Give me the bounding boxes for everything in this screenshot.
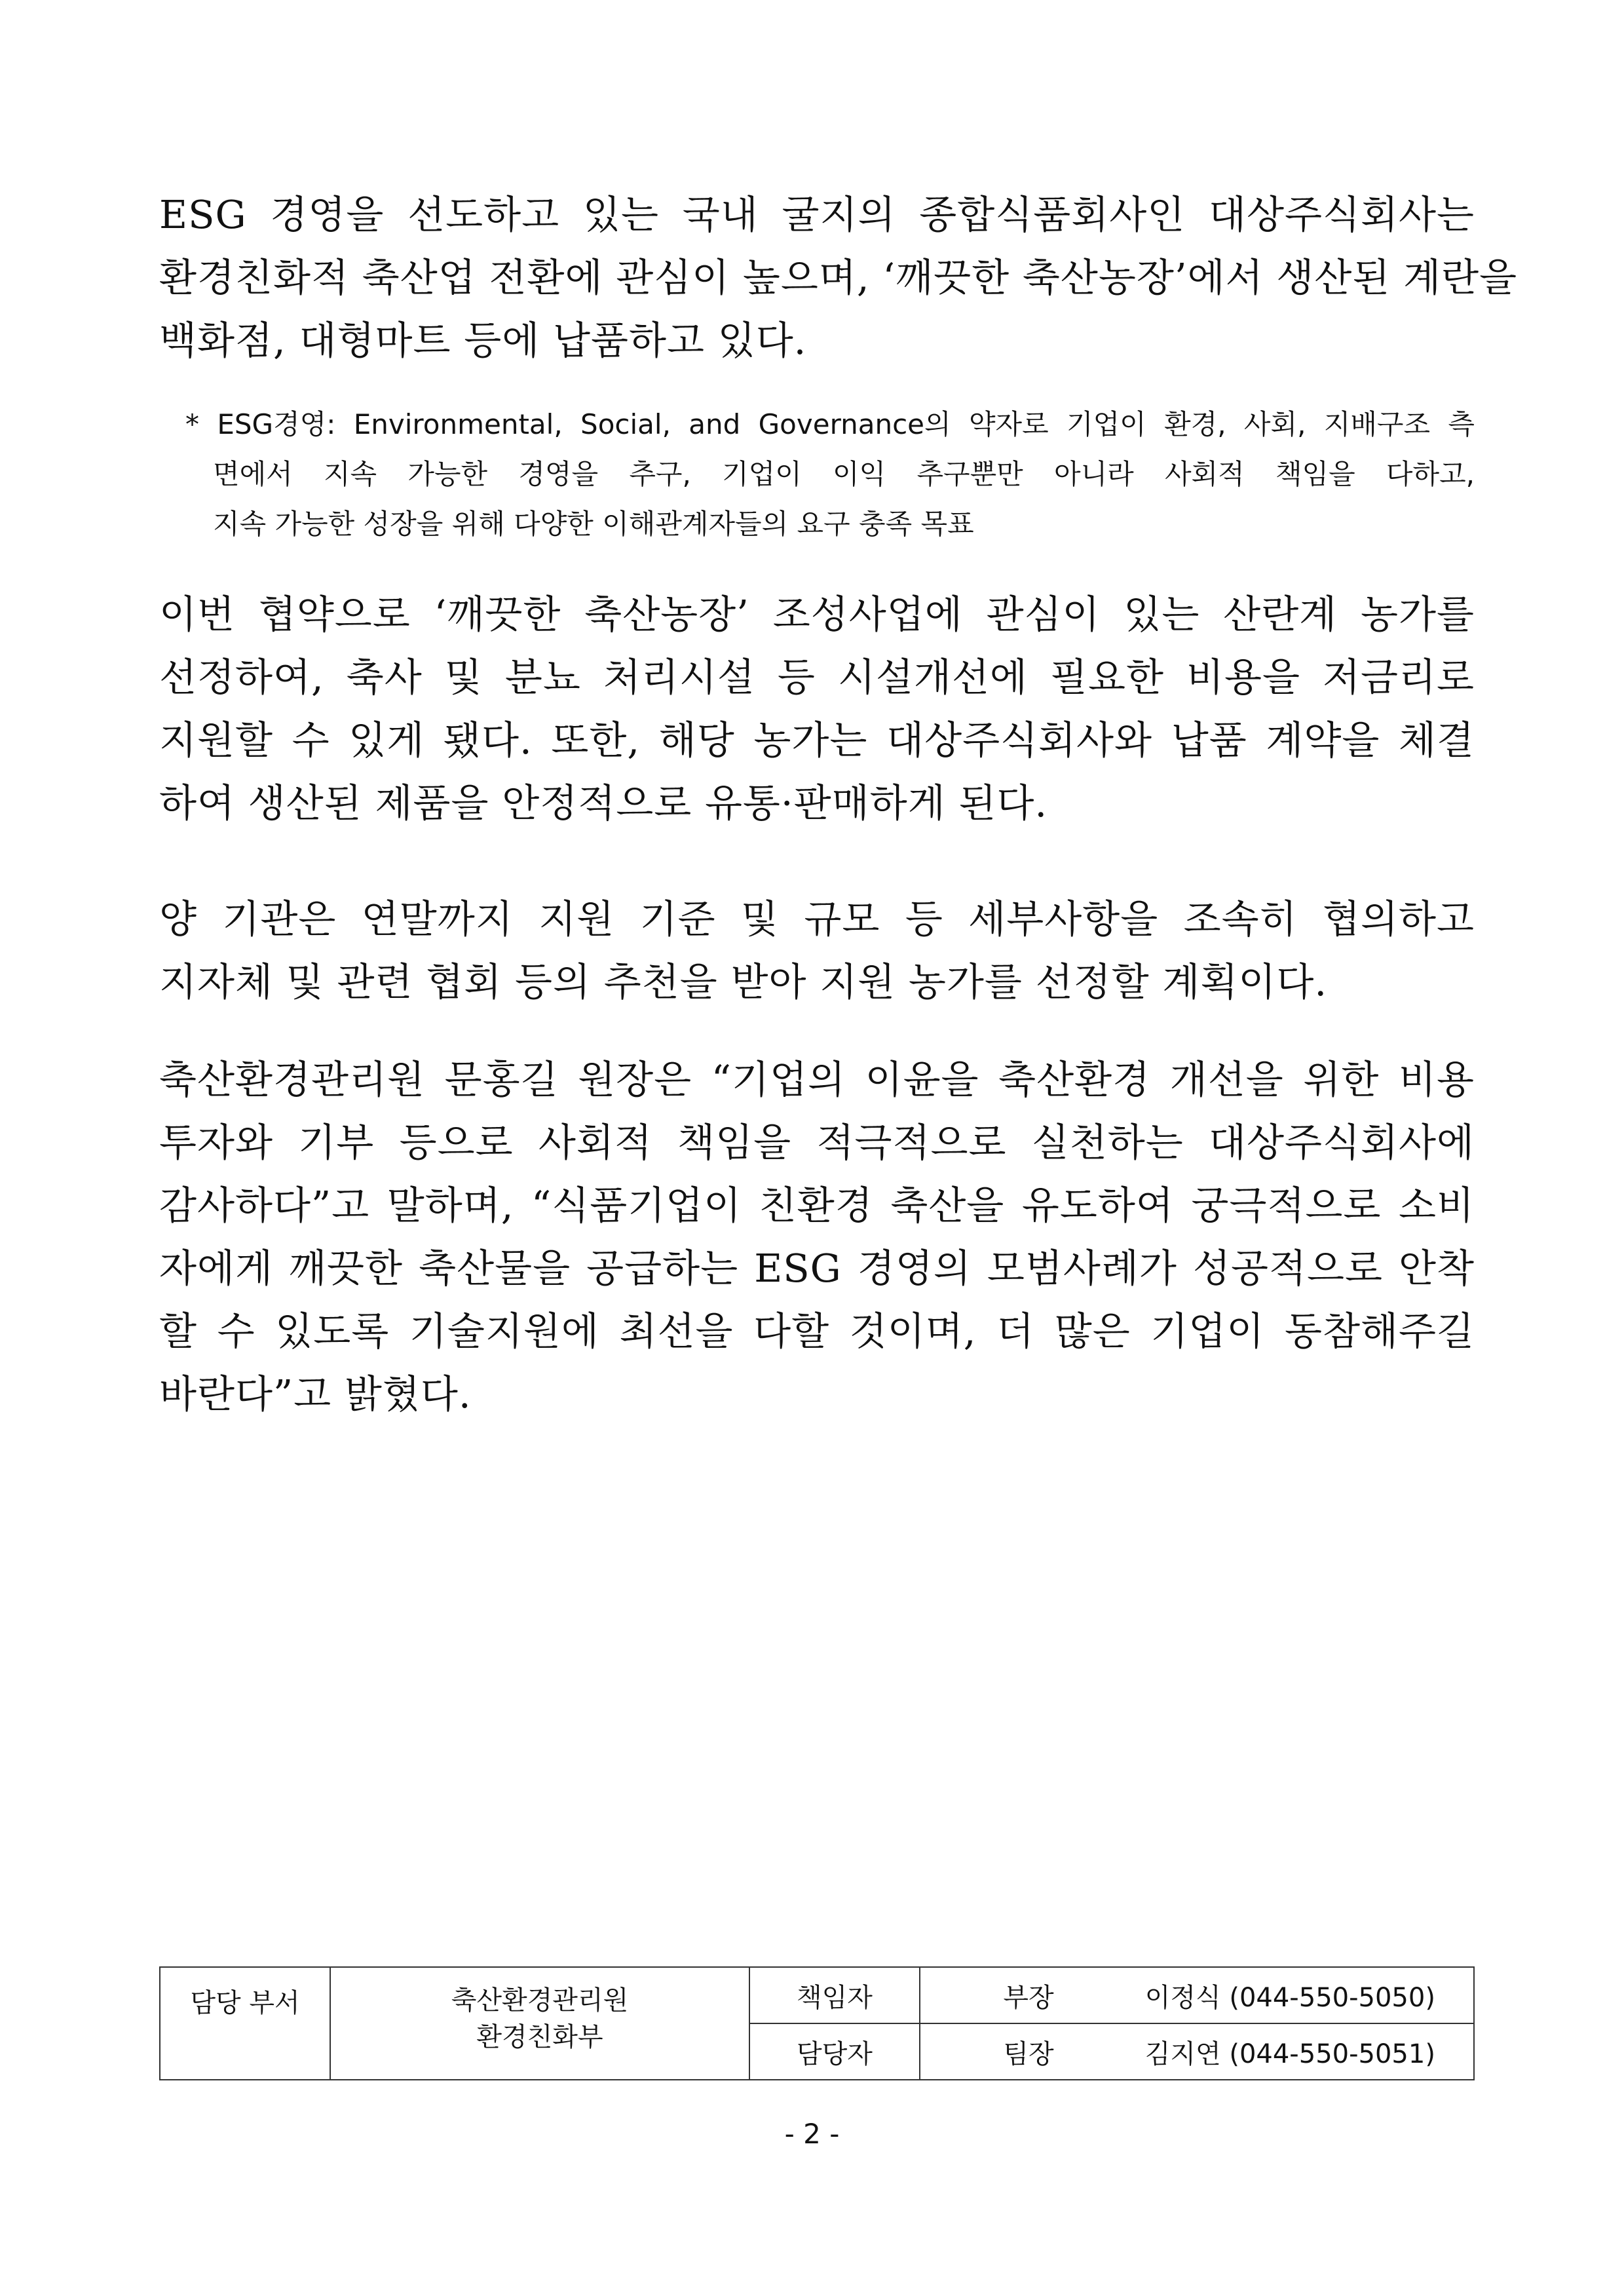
paragraph-line: 자에게 깨끗한 축산물을 공급하는 ESG 경영의 모범사례가 성공적으로 안착: [159, 1246, 1475, 1291]
paragraph-line: 투자와 기부 등으로 사회적 책임을 적극적으로 실천하는 대상주식회사에: [159, 1120, 1475, 1165]
paragraph-line: 하여 생산된 제품을 안정적으로 유통·판매하게 된다.: [159, 780, 1048, 826]
paragraph-line: 백화점, 대형마트 등에 납품하고 있다.: [159, 318, 807, 363]
paragraph-line: 지자체 및 관련 협회 등의 추천을 받아 지원 농가를 선정할 계획이다.: [159, 959, 1328, 1004]
dept-label-cell: [160, 1967, 330, 2080]
contact-table: [159, 1966, 1475, 2080]
person-cell: [920, 1967, 1474, 2023]
paragraph-line: 환경친화적 축산업 전환에 관심이 높으며, ‘깨끗한 축산농장’에서 생산된 계란을: [159, 255, 1518, 300]
paragraph-line: 지원할 수 있게 됐다. 또한, 해당 농가는 대상주식회사와 납품 계약을 체결: [159, 718, 1475, 763]
paragraph-3: [159, 888, 1475, 1014]
contact-name-phone: 이정식 (044-550-5050): [1144, 1982, 1435, 2013]
page-number: - 2 -: [784, 2118, 840, 2150]
footnote-line: 지속 가능한 성장을 위해 다양한 이해관계자들의 요구 충족 목표: [213, 508, 974, 540]
footnote-line: 면에서 지속 가능한 경영을 추구, 기업이 이익 추구뿐만 아니라 사회적 책임을 다하고,: [213, 458, 1475, 490]
paragraph-line: 양 기관은 연말까지 지원 기준 및 규모 등 세부사항을 조속히 협의하고: [159, 896, 1475, 942]
table-row: [160, 1967, 1474, 2023]
dept-org: 축산환경관리원: [451, 1985, 629, 2016]
paragraph-line: 선정하여, 축사 및 분뇨 처리시설 등 시설개선에 필요한 비용을 저금리로: [159, 655, 1475, 700]
paragraph-2: [159, 583, 1475, 835]
paragraph-4: [159, 1048, 1475, 1426]
paragraph-line: 축산환경관리원 문홍길 원장은 “기업의 이윤을 축산환경 개선을 위한 비용: [159, 1057, 1475, 1102]
contact-name-phone: 김지연 (044-550-5051): [1144, 2038, 1435, 2069]
position-label: 팀장: [1003, 2038, 1054, 2069]
dept-name-cell: [330, 1967, 749, 2080]
person-cell: [920, 2023, 1474, 2080]
esg-footnote: [185, 400, 1475, 549]
paragraph-line: 감사하다”고 말하며, “식품기업이 친환경 축산을 유도하여 궁극적으로 소비: [159, 1183, 1475, 1228]
paragraph-line: 이번 협약으로 ‘깨끗한 축산농장’ 조성사업에 관심이 있는 산란계 농가를: [159, 592, 1475, 637]
dept-division: 환경친화부: [476, 2022, 603, 2052]
position-label: 부장: [1003, 1982, 1054, 2013]
dept-label: 담당 부서: [190, 1988, 300, 2018]
role-cell: [749, 1967, 920, 2023]
role-label: 책임자: [797, 1982, 873, 2013]
role-label: 담당자: [797, 2038, 873, 2069]
role-cell: [749, 2023, 920, 2080]
paragraph-line: 할 수 있도록 기술지원에 최선을 다할 것이며, 더 많은 기업이 동참해주길: [159, 1309, 1475, 1354]
paragraph-1: [159, 183, 1518, 372]
footnote-line: * ESG경영: Environmental, Social, and Governance의 약자로 기업이 환경, 사회, 지배구조 측: [185, 408, 1475, 440]
paragraph-line: ESG 경영을 선도하고 있는 국내 굴지의 종합식품회사인 대상주식회사는: [159, 192, 1475, 237]
paragraph-line: 바란다”고 밝혔다.: [159, 1371, 472, 1417]
